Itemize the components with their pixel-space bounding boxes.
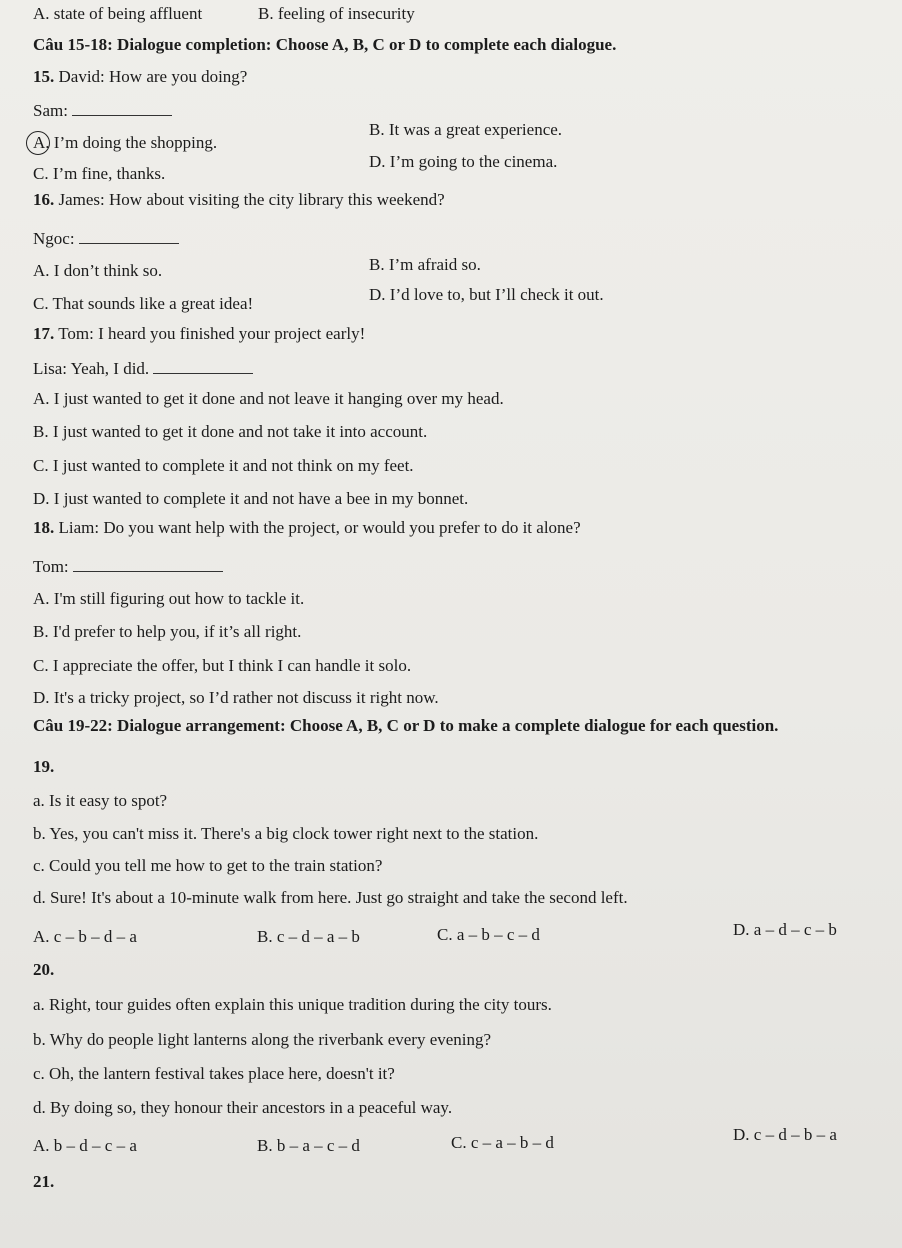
q20-line-a: a. Right, tour guides often explain this unique tradition during the city tours. [33,995,552,1014]
section-19-22-heading: Câu 19-22: Dialogue arrangement: Choose A, B, C or D to make a complete dialogue for each question. [33,716,779,735]
q17-prompt [33,324,365,344]
q16-speaker: Ngoc: [33,229,75,248]
q18-prompt [33,518,581,538]
q19-option-b[interactable]: B. c – d – a – b [257,927,360,946]
q15-option-d[interactable]: D. I’m going to the cinema. [369,152,558,171]
answer-blank[interactable] [79,229,179,244]
q17-speaker: Lisa: Yeah, I did. [33,359,150,378]
q19-line-a: a. Is it easy to spot? [33,791,168,810]
q18-option-a[interactable]: A. I'm still figuring out how to tackle it. [33,589,305,608]
q15-text: David: How are you doing? [58,67,248,86]
q20-line-b: b. Why do people light lanterns along the riverbank every evening? [33,1030,492,1049]
q18-reply [33,557,223,577]
q15-prompt [33,67,247,87]
q16-reply [33,229,179,249]
q19-line-b: b. Yes, you can't miss it. There's a big clock tower right next to the station. [33,824,539,843]
q19-option-c[interactable]: C. a – b – c – d [437,925,540,944]
q19-line-c: c. Could you tell me how to get to the train station? [33,856,383,875]
q17-number: 17. [33,324,55,343]
q15-option-c[interactable]: C. I’m fine, thanks. [33,164,166,183]
q19-option-a[interactable]: A. c – b – d – a [33,927,137,946]
q20-number: 20. [33,960,55,979]
answer-blank[interactable] [73,557,223,572]
q18-speaker: Tom: [33,557,69,576]
q20-line-c: c. Oh, the lantern festival takes place here, doesn't it? [33,1064,395,1083]
answer-blank[interactable] [153,359,253,374]
q16-option-c[interactable]: C. That sounds like a great idea! [33,294,254,313]
q16-option-a[interactable]: A. I don’t think so. [33,261,163,280]
q17-option-c[interactable]: C. I just wanted to complete it and not think on my feet. [33,456,414,475]
q18-option-d[interactable]: D. It's a tricky project, so I’d rather not discuss it right now. [33,688,439,707]
q15-option-a[interactable]: A. I’m doing the shopping. [33,133,218,152]
q16-option-b[interactable]: B. I’m afraid so. [369,255,481,274]
q18-text: Liam: Do you want help with the project, or would you prefer to do it alone? [58,518,581,537]
q16-text: James: How about visiting the city library this weekend? [58,190,445,209]
prev-option-b: B. feeling of insecurity [258,4,415,23]
q17-option-b[interactable]: B. I just wanted to get it done and not take it into account. [33,422,428,441]
q19-option-d[interactable]: D. a – d – c – b [733,920,837,939]
q17-option-a[interactable]: A. I just wanted to get it done and not leave it hanging over my head. [33,389,504,408]
q15-speaker: Sam: [33,101,68,120]
q20-option-b[interactable]: B. b – a – c – d [257,1136,360,1155]
prev-option-a: A. state of being affluent [33,4,203,23]
q16-option-d[interactable]: D. I’d love to, but I’ll check it out. [369,285,604,304]
q17-reply [33,359,253,379]
q15-option-b[interactable]: B. It was a great experience. [369,120,563,139]
q20-line-d: d. By doing so, they honour their ancestors in a peaceful way. [33,1098,453,1117]
q15-reply [33,101,172,121]
q17-option-d[interactable]: D. I just wanted to complete it and not have a bee in my bonnet. [33,489,469,508]
section-15-18-heading: Câu 15-18: Dialogue completion: Choose A, B, C or D to complete each dialogue. [33,35,617,54]
q18-option-c[interactable]: C. I appreciate the offer, but I think I can handle it solo. [33,656,412,675]
q15-number: 15. [33,67,55,86]
q19-number: 19. [33,757,55,776]
q16-prompt [33,190,445,210]
q18-option-b[interactable]: B. I'd prefer to help you, if it’s all right. [33,622,302,641]
answer-blank[interactable] [72,101,172,116]
q19-line-d: d. Sure! It's about a 10-minute walk from here. Just go straight and take the second left. [33,888,628,907]
q17-text: Tom: I heard you finished your project early! [58,324,366,343]
q16-number: 16. [33,190,55,209]
q21-number: 21. [33,1172,55,1191]
q18-number: 18. [33,518,55,537]
q20-option-c[interactable]: C. c – a – b – d [451,1133,554,1152]
q20-option-d[interactable]: D. c – d – b – a [733,1125,837,1144]
q20-option-a[interactable]: A. b – d – c – a [33,1136,137,1155]
